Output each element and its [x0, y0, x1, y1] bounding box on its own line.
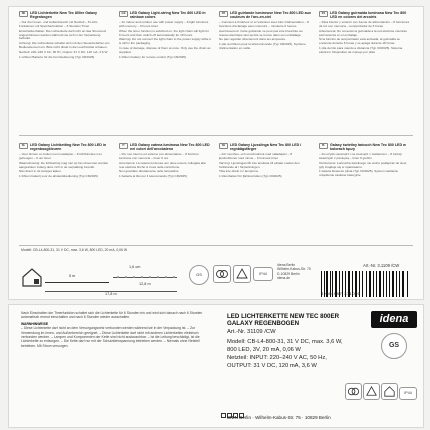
address-line: Wilhelm-Kabus-Str. 75	[277, 267, 311, 272]
spec-line: Modell: CB-L4-800-31, 31 V DC, max. 3,6 W,	[227, 339, 343, 345]
gs-label: GS	[388, 342, 400, 349]
warning-heading: WARNHINWEISE	[21, 321, 49, 326]
column-line: – Per uso interno ed esterno con alimentatore – 8 funzioni luminose con memoria – timer 6 ore	[119, 151, 199, 160]
ip44-badge	[253, 267, 273, 281]
column-line: Achtung: Die Lichterkette schaltet sich mit den Steuerbefehlen am Bedienelement ein. Bitte nicht direkt in die Leuchtmittel schauen.	[19, 41, 110, 50]
class-iii-icon	[233, 265, 251, 283]
column-nl	[19, 143, 111, 179]
row-divider	[19, 245, 413, 246]
column-line: Niet direct in de lampjes kijken.	[19, 169, 62, 174]
column-line: Einschaltverhalten: Die Lichterkette darf nicht an das Stromnetz angeschlossen werden während sie sich in der Verpackung befindet.	[19, 28, 107, 41]
instruction-sheet	[8, 6, 424, 300]
product-art-no: Art.-Nr. 31109 /CW	[227, 329, 276, 335]
row-divider	[19, 135, 413, 136]
column-line: 1 bateria litowa do pilota (Typ CR2025). System zasilania: urządzenie zasilane bateryjnie	[319, 169, 399, 178]
column-line: Advertencia: No conectar la guirnalda a la red eléctrica mientras permanezca en el embalaje.	[319, 28, 407, 37]
address-line: Idena Berlin	[277, 263, 296, 267]
column-line: Si la función de temporizador está activada, la guirnalda se enciende durante 6 horas y se apaga durante 18 horas.	[319, 37, 401, 46]
power-cord	[45, 282, 109, 283]
lang-flag: GB	[119, 11, 128, 17]
column-line: – Voor binnen en buiten met netadapter – 8 lichtfuncties met geheugen – 6 uur timer	[19, 151, 102, 160]
gs-badge	[189, 265, 209, 285]
bulb	[133, 276, 135, 278]
column-line: Ne pas regarder directement dans les ampoules.	[219, 37, 286, 42]
bulb	[149, 276, 151, 278]
address-line: D-10829 Berlin	[277, 271, 300, 276]
bulb	[117, 276, 119, 278]
column-line: Varning: Ljusslingan får inte anslutas till elnätet medan den fortfarande är i förpackningen.	[219, 160, 300, 169]
bulb	[125, 276, 127, 278]
column-gb	[119, 11, 211, 60]
house-outlet-icon	[21, 267, 43, 287]
column-line: 1 Lithium Batterie für die Fernbedienung (Typ CR2025)	[19, 55, 95, 60]
column-line: Waarschuwing: De lichtketting mag niet op het stroomnet worden aangesloten zolang deze zich in de verpakking bevindt.	[19, 160, 109, 169]
column-heading: LED Galaxy Light-string New Tec 800 LED in rainbow colors	[130, 11, 206, 20]
lang-flag: DE	[19, 11, 28, 17]
column-line: 1 batteria al litio per il telecomando (Typ CR2025)	[119, 174, 187, 179]
column-line: 1 pila de litio para mando a distancia (Typ CR2025). Sistema eléctrico: Dispositivo de manejo por pilas	[319, 46, 403, 55]
column-line: In case of damage, dispose of them at once. Only use the chain as supplied.	[119, 46, 211, 55]
total-length-label: 17,8 m	[105, 292, 117, 296]
length-diagram	[21, 261, 177, 299]
column-line: Avvertenza: La catena luminosa non deve essere collegata alla rete elettrica finché si trova nella confezione.	[119, 160, 206, 169]
class-iii-icon	[363, 383, 380, 400]
cord-length-label: 5 m	[69, 274, 76, 278]
address-line: idena.de	[277, 275, 291, 280]
column-line: Titta inte direkt in i lamporna.	[219, 169, 259, 174]
bulb	[141, 276, 143, 278]
gs-badge-large	[381, 333, 407, 359]
column-line: – För inomhus- och utomhusbruk med nätadapter – 8 ljusfunktioner med minne – 6 timmars timer	[219, 151, 293, 160]
bulb-spacing-label: 1,6 cm	[129, 265, 141, 269]
chain-wire	[113, 277, 177, 278]
column-line: – Do użytku wewnątrz i na zewnątrz z zasilaczem – 8 funkcji świetlnych z pamięcią – timer 6 godzin	[319, 151, 402, 160]
spec-line: OUTPUT: 31 V DC, 120 mA, 3,6 W	[227, 363, 317, 369]
ip-rating: IP44	[404, 391, 412, 395]
warning-text-block	[21, 311, 207, 348]
column-line: – Para interior y exterior con fuente de alimentación – 8 funciones de luz con memoria – temporizador de 6 horas	[319, 19, 410, 28]
timer-paragraph: Nach Einschalten der Timerfunktion schaltet sich die Lichterkette für 6 Stunden ein und wird sich danach nach 6 Stunden automatisch erneut einschalten und nach 6 Stunden wieder ausschalten.	[21, 311, 203, 320]
column-se	[219, 143, 311, 179]
column-heading: LED guirlande lumineuse New Tec 800 LED aux couleurs de l'arc-en-ciel	[230, 11, 311, 20]
column-heading: LED Galaxy Ljusslinga New Tec 800 LED i regnbågsfärger	[230, 143, 302, 152]
column-es	[319, 11, 411, 55]
chain-length-label: 12,8 m	[139, 282, 151, 286]
lang-flag: FR	[219, 11, 228, 17]
product-label	[8, 304, 424, 428]
bulb	[165, 276, 167, 278]
lang-flag: NL	[19, 143, 28, 149]
column-line: 1 lithium battery for remote control (Typ CR2025)	[119, 55, 187, 60]
indoor-use-icon	[381, 383, 398, 400]
column-line: 1 pile au lithium pour la télécommande (Typ CR2025). Système d'alimentation en veille.	[219, 42, 306, 51]
brand-logo: idena	[371, 311, 417, 328]
column-it	[119, 143, 211, 179]
column-line: When the timer function is switched on, the light chain will light for 6 hours and then switch off automatically for 18 hours.	[119, 28, 209, 37]
product-title: LED LICHTERKETTE NEW TEC 800ER GALAXY REGENBOGEN	[227, 313, 340, 328]
column-line: – for indoor and outdoor use with power supply – 8 light functions with memory – 6 hours timer	[119, 19, 209, 28]
column-line: Non guardare direttamente nelle lampadine.	[119, 169, 180, 174]
column-heading: LED Galaxy catena luminosa New Tec 800 LED nei colori dell'arcobaleno	[130, 143, 210, 152]
column-line: Netzteil: 220–240 V AC, 50 Hz, Output: 31 V DC, 120 mA, 3,6 W	[19, 50, 108, 55]
ip44-badge	[399, 387, 417, 400]
column-heading: LED Lichterkette New Tec 800er Galaxy Regenbogen	[30, 11, 98, 20]
safety-transformer-icon	[345, 383, 362, 400]
column-line: Ostrzeżenie: Łańcucha świetlnego nie wolno podłączać do sieci, gdy znajduje się w opakowaniu.	[319, 160, 408, 169]
column-fr	[219, 11, 311, 51]
column-heading: LED Galaxy Lichtketting New Tec 800 LED in regenboogkleuren	[30, 143, 107, 152]
bulb	[157, 276, 159, 278]
spec-line: 800 LED, 3V, 20 mA, 0,06 W	[227, 347, 301, 353]
column-line: Warning: Do not connect the light chain to the power supply while it is still in the packaging.	[119, 37, 211, 46]
lang-flag: PL	[319, 143, 328, 149]
model-line: Modell: CB-L4-800-31, 31 V DC, max. 3,6 W, 800 LED, 20 mA, 0,06 W	[21, 248, 128, 252]
column-line: – Convient à l'intérieur et à l'extérieur avec bloc d'alimentation – 8 fonctions d'éclairage avec mémoire – minuterie 6 heures	[219, 19, 309, 28]
column-line: Avertissement: Cette guirlande ne peut pas être branchée au réseau électrique tant qu'elle se trouve dans son emballage.	[219, 28, 303, 37]
bottom-address: IDEN Berlin · Wilhelm-Kabus-Str. 75 · 10829 Berlin	[227, 415, 331, 420]
lang-flag: IT	[119, 143, 128, 149]
column-pl	[319, 143, 411, 178]
article-number-top: Art.-Nr. 3.1109 /CW	[363, 263, 400, 268]
column-heading: LED Galaxy guirnalda luminosa New Tec 800 LED en colores del arcoiris	[330, 11, 407, 20]
address-block-top	[277, 263, 311, 280]
column-line: – Nur drei Innen- und Außenbereich mit Netzteil – 8 Licht-Funktionen mit Speicherfunktion – 6 Stunden Timer	[19, 19, 98, 28]
barcode-number: 4 064997 311095	[321, 291, 361, 296]
column-heading: Galaxy świetlny łańcuch New Tec 800 LED w kolorach tęczy	[330, 143, 406, 152]
gs-label: GS	[196, 272, 202, 277]
column-de	[19, 11, 111, 60]
lang-flag: SE	[219, 143, 228, 149]
lang-flag: ES	[319, 11, 328, 17]
column-line: 1 lithium batterij voor de afstandsbediening (Typ CR2025)	[19, 174, 98, 179]
ip-rating: IP44	[259, 272, 267, 276]
warning-paragraph: – Diese Lichterkette darf nicht an dem Versorgungsnetz verbunden werden während sie in der Verpackung ist. – Zur Verwendung im Innen- und Außenbereich geeignet. – Diese Lichterkette darf nicht mit anderen Lichterketten elektrisch verbunden werden. – Lampen und Komponenten der Kette sind nicht austauschbar. – Ist die Leitung beschädigt, ist die Lichterkette zu entsorgen. – Die Kette darf nur mit der Schutzkleinspannung betrieben werden. – Niemals ohne Netzteil betrieben. Mit Strom versorgen.	[21, 326, 200, 348]
bulb	[173, 276, 175, 278]
column-line: 1 litiumbatteri för fjärrkontrollen (Typ CR2025)	[219, 174, 282, 179]
spec-line: Netzteil: INPUT: 220–240 V AC, 50 Hz,	[227, 355, 327, 361]
safety-transformer-icon	[213, 265, 231, 283]
